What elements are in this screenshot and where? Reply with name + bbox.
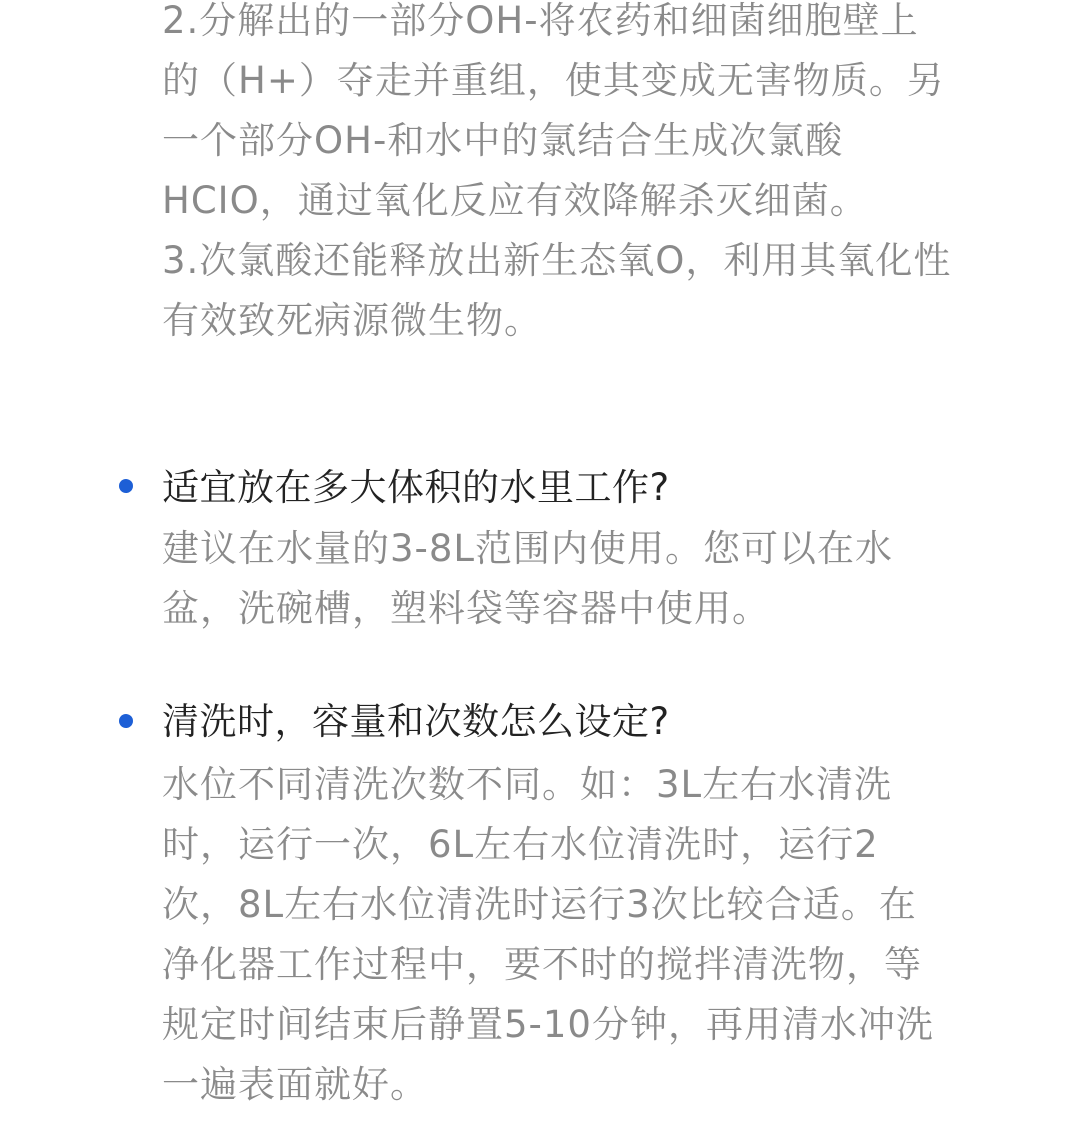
faq-question-1: 适宜放在多大体积的水里工作?	[162, 466, 670, 509]
bullet-dot-icon	[119, 714, 133, 728]
faq-question-2: 清洗时，容量和次数怎么设定?	[162, 700, 670, 743]
faq-answer-1: 建议在水量的3-8L范围内使用。您可以在水盆，洗碗槽，塑料袋等容器中使用。	[162, 527, 894, 630]
explanation-paragraph-2: 2.分解出的一部分OH-将农药和细菌细胞壁上的（H+）夺走并重组，使其变成无害物质。另一个部分OH-和水中的氯结合生成次氯酸HCIO，通过氧化反应有效降解杀灭细菌。	[162, 0, 945, 222]
faq-answer-2: 水位不同清洗次数不同。如：3L左右水清洗时，运行一次，6L左右水位清洗时，运行2次，8L左右水位清洗时运行3次比较合适。在净化器工作过程中，要不时的搅拌清洗物，等规定时间结束后静置5-10分钟，再用清水冲洗一遍表面就好。	[162, 763, 934, 1106]
explanation-block	[162, 0, 952, 351]
explanation-paragraph-3: 3.次氯酸还能释放出新生态氧O，利用其氧化性有效致死病源微生物。	[162, 239, 952, 342]
bullet-dot-icon	[119, 479, 133, 493]
